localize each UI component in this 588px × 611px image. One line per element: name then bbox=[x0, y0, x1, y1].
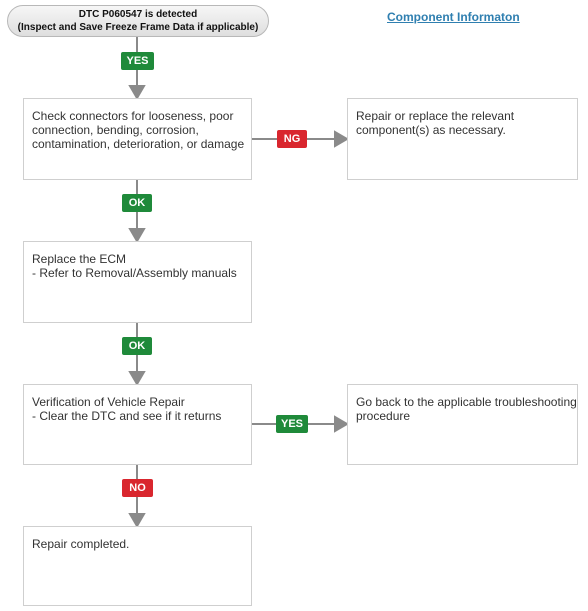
go-back-box bbox=[347, 384, 578, 465]
yes-tag-start: YES bbox=[121, 52, 154, 70]
arrowhead-ecm bbox=[130, 229, 144, 241]
repair-line-1: Repair or replace the relevant bbox=[356, 109, 515, 123]
no-tag-verify: NO bbox=[122, 479, 153, 497]
component-information-link[interactable]: Component Informaton bbox=[387, 10, 520, 24]
repair-replace-box bbox=[347, 98, 578, 180]
repair-line-2: component(s) as necessary. bbox=[356, 123, 506, 137]
completed-line-1: Repair completed. bbox=[32, 537, 130, 551]
ecm-line-2: - Refer to Removal/Assembly manuals bbox=[32, 266, 237, 280]
start-node bbox=[7, 5, 269, 37]
verification-line-1: Verification of Vehicle Repair bbox=[32, 395, 185, 409]
ok-tag-2: OK bbox=[122, 337, 152, 355]
repair-completed-box bbox=[23, 526, 252, 606]
check-line-1: Check connectors for looseness, poor bbox=[32, 109, 234, 123]
check-line-3: contamination, deterioration, or damage bbox=[32, 137, 245, 151]
arrowhead-completed bbox=[130, 514, 144, 526]
goback-line-1: Go back to the applicable troubleshooting bbox=[356, 395, 577, 409]
verification-box bbox=[23, 384, 252, 465]
ok-tag-1: OK bbox=[122, 194, 152, 212]
arrowhead-repair bbox=[335, 132, 347, 146]
replace-ecm-box bbox=[23, 241, 252, 323]
arrowhead-check bbox=[130, 86, 144, 98]
verification-line-2: - Clear the DTC and see if it returns bbox=[32, 409, 222, 423]
goback-line-2: procedure bbox=[356, 409, 411, 423]
start-line-2: (Inspect and Save Freeze Frame Data if applicable) bbox=[17, 22, 259, 33]
arrowhead-goback bbox=[335, 417, 347, 431]
start-line-1: DTC P060547 is detected bbox=[78, 9, 198, 20]
check-line-2: connection, bending, corrosion, bbox=[32, 123, 199, 137]
ecm-line-1: Replace the ECM bbox=[32, 252, 127, 266]
arrowhead-verify bbox=[130, 372, 144, 384]
check-connectors-box bbox=[23, 98, 252, 180]
ng-tag: NG bbox=[277, 130, 307, 148]
yes-tag-verify: YES bbox=[276, 415, 308, 433]
